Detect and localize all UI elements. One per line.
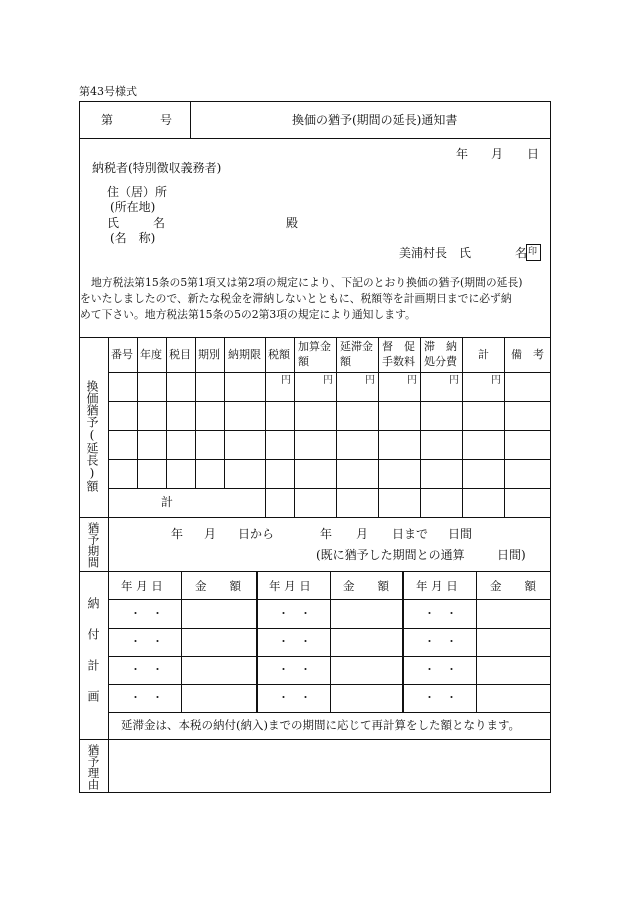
col-fiscal-year: 年度: [140, 348, 162, 361]
grace-days: 日間: [448, 527, 473, 541]
divider-body-text: [79, 337, 551, 338]
divider-plan-note: [79, 739, 551, 740]
yen-disposition-fee: 円: [449, 375, 459, 386]
notice-number-label: 第: [101, 113, 114, 127]
col-number: 番号: [111, 348, 133, 361]
document-title: 換価の猶予(期間の延長)通知書: [292, 113, 458, 127]
plan-date-dots: ・ ・: [278, 691, 311, 704]
date-year-label: 年: [456, 147, 469, 161]
col-line-1: [137, 337, 138, 488]
taxpayer-heading: 納税者(特別徴収義務者): [92, 161, 222, 175]
divider-plan-row-4: [108, 712, 551, 713]
col-total: 計: [478, 348, 489, 361]
grace-cumulative-note-prefix: (既に猶予した期間との通算: [316, 548, 465, 562]
col-line-11: [504, 337, 505, 517]
divider-row-4: [108, 488, 551, 489]
col-tax-amount: 税額: [268, 348, 290, 361]
col-delinquency-line2: 額: [340, 355, 351, 368]
yen-demand-fee: 円: [407, 375, 417, 386]
yen-tax-amount: 円: [281, 375, 291, 386]
plan-date-dots: ・ ・: [278, 607, 311, 620]
grace-end-day: 日まで: [392, 527, 429, 541]
col-disposition-fee-line1: 滞 納: [424, 340, 457, 353]
plan-amount-header-1: 金 額: [195, 579, 241, 593]
plan-date-dots: ・ ・: [130, 607, 163, 620]
divider-table-header: [108, 372, 551, 373]
body-text-line-1: 地方税法第15条の5第1項又は第2項の規定により、下記のとおり換価の猶予(期間の延長): [91, 276, 523, 289]
divider-row-2: [108, 430, 551, 431]
grace-period-section-label: 猶予期間: [86, 522, 101, 568]
issuer-name-suffix: 名: [515, 246, 528, 260]
col-tax-item: 税目: [169, 348, 191, 361]
divider-row-3: [108, 459, 551, 460]
yen-delinquency: 円: [365, 375, 375, 386]
issuer-title: 美浦村長 氏: [399, 246, 472, 260]
yen-added-tax: 円: [323, 375, 333, 386]
plan-date-dots: ・ ・: [130, 691, 163, 704]
grace-start-year: 年: [171, 527, 184, 541]
plan-date-header-3: 年 月 日: [416, 579, 458, 593]
date-day-label: 日: [527, 147, 540, 161]
col-added-tax-line1: 加算金: [298, 340, 331, 353]
body-text-line-2: をいたしましたので、新たな税金を滞納しないとともに、税額等を計画期日までに必ず納: [80, 292, 512, 305]
plan-date-dots: ・ ・: [130, 635, 163, 648]
entity-name-label: (名 称): [110, 231, 156, 245]
col-remarks: 備 考: [511, 348, 544, 361]
plan-date-dots: ・ ・: [424, 635, 457, 648]
total-row-label: 計: [161, 495, 174, 509]
address-label: 住（居）所: [107, 185, 168, 199]
col-line-7: [336, 337, 337, 517]
plan-col-1: [181, 571, 182, 712]
plan-date-dots: ・ ・: [424, 691, 457, 704]
grace-start-day: 日から: [238, 527, 275, 541]
col-delinquency-line1: 延滞金: [340, 340, 373, 353]
date-month-label: 月: [491, 147, 504, 161]
col-line-4: [224, 337, 225, 488]
divider-row-1: [108, 401, 551, 402]
tax-table-section-label: 換価猶予(延長)額: [85, 380, 99, 492]
col-line-2: [166, 337, 167, 488]
honorific-dono: 殿: [286, 216, 299, 230]
col-demand-fee-line1: 督 促: [382, 340, 415, 353]
reason-section-label: 猶予理由: [86, 744, 101, 790]
grace-end-month: 月: [356, 527, 369, 541]
notice-number-suffix: 号: [160, 113, 173, 127]
divider-header-title: [190, 101, 191, 138]
plan-col-5: [476, 571, 477, 712]
location-label: (所在地): [110, 200, 156, 214]
body-text-line-3: めて下さい。地方税法第15条の5の2第3項の規定により通知します。: [80, 308, 416, 321]
col-line-8: [378, 337, 379, 517]
plan-amount-header-3: 金 額: [490, 579, 536, 593]
plan-date-dots: ・ ・: [424, 607, 457, 620]
col-period: 期別: [198, 348, 220, 361]
col-line-5: [265, 337, 266, 517]
grace-end-year: 年: [320, 527, 333, 541]
plan-col-4: [402, 571, 404, 712]
col-line-6: [294, 337, 295, 517]
form-number: 第43号様式: [79, 85, 137, 98]
divider-section-labels: [108, 337, 109, 793]
divider-grace-period: [79, 571, 551, 572]
col-line-3: [195, 337, 196, 488]
name-label-2: 名: [153, 216, 166, 230]
col-disposition-fee-line2: 処分費: [424, 355, 457, 368]
col-line-9: [420, 337, 421, 517]
plan-date-header-2: 年 月 日: [269, 579, 311, 593]
name-label-1: 氏: [107, 216, 120, 230]
plan-date-dots: ・ ・: [278, 635, 311, 648]
plan-date-dots: ・ ・: [130, 663, 163, 676]
payment-plan-section-label: 納付計画: [86, 597, 100, 721]
divider-header: [79, 138, 551, 139]
plan-col-3: [330, 571, 331, 712]
col-line-10: [462, 337, 463, 517]
plan-col-2: [256, 571, 258, 712]
col-due-date: 納期限: [228, 348, 261, 361]
divider-total-row: [79, 517, 551, 518]
plan-amount-header-2: 金 額: [343, 579, 389, 593]
plan-date-header-1: 年 月 日: [121, 579, 163, 593]
col-added-tax-line2: 額: [298, 355, 309, 368]
plan-date-dots: ・ ・: [278, 663, 311, 676]
grace-cumulative-note-suffix: 日間): [497, 548, 526, 562]
col-demand-fee-line2: 手数料: [382, 355, 415, 368]
grace-start-month: 月: [204, 527, 217, 541]
delinquency-recalc-note: 延滞金は、本税の納付(納入)までの期間に応じて再計算をした額となります。: [121, 718, 521, 732]
seal-mark: 印: [528, 247, 538, 257]
plan-date-dots: ・ ・: [424, 663, 457, 676]
yen-total: 円: [491, 375, 501, 386]
